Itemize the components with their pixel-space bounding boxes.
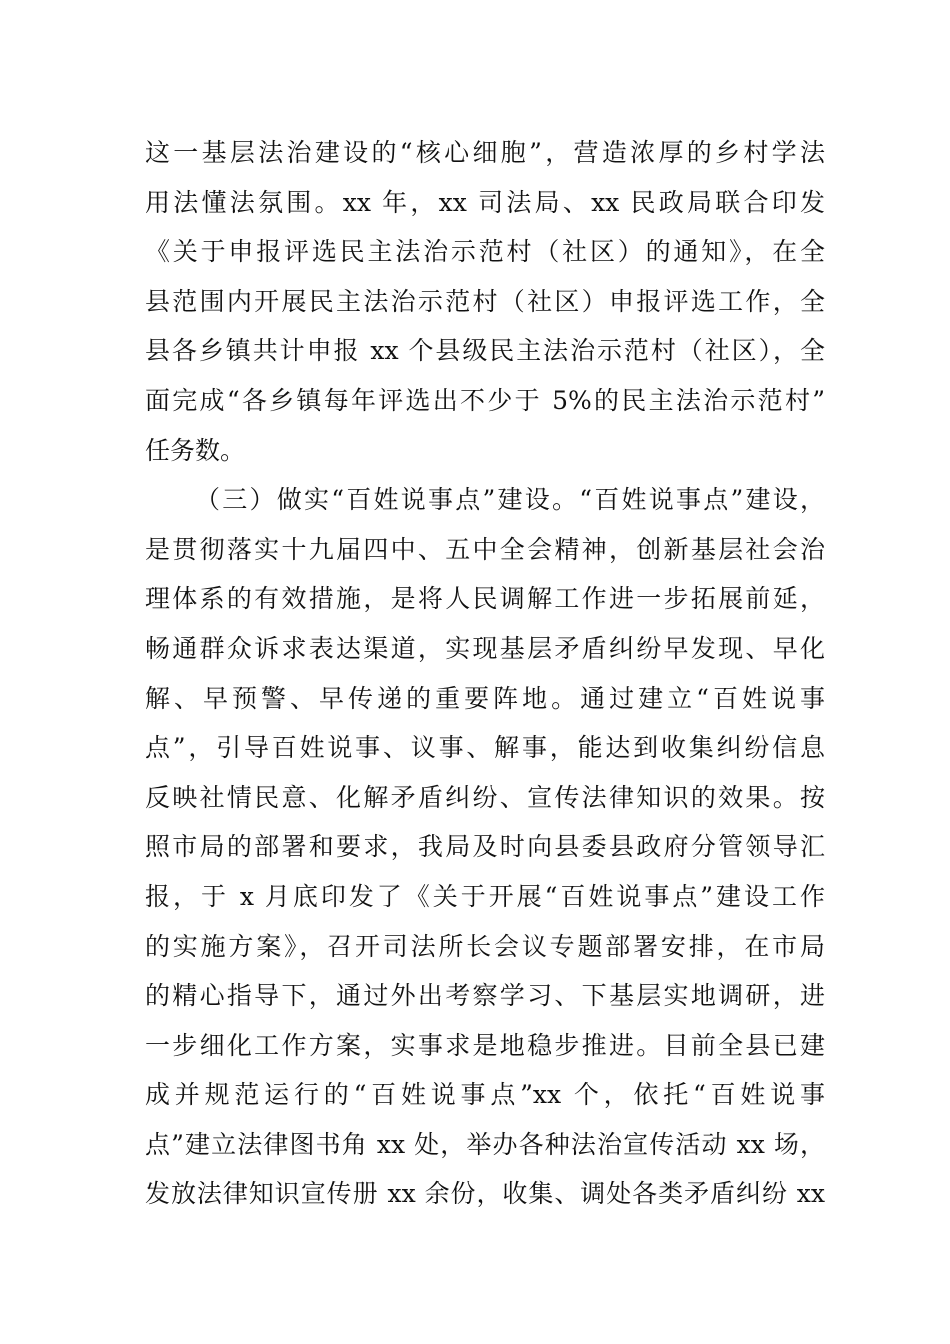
paragraph-heading-line: （三）做实“百姓说事点”建设。“百姓说事点”建设， — [195, 485, 825, 515]
text-line: 《关于申报评选民主法治示范村（社区）的通知》，在全 — [145, 237, 825, 267]
text-line: 是贯彻落实十九届四中、五中全会精神，创新基层社会治 — [145, 534, 825, 564]
text-line: 面完成“各乡镇每年评选出不少于 5%的民主法治示范村” — [145, 385, 825, 415]
document-body — [145, 128, 825, 1219]
text-line: 县范围内开展民主法治示范村（社区）申报评选工作，全 — [145, 286, 825, 316]
text-line: 畅通群众诉求表达渠道，实现基层矛盾纠纷早发现、早化 — [145, 633, 825, 663]
text-line: 成并规范运行的“百姓说事点”xx 个，依托“百姓说事 — [145, 1080, 825, 1110]
text-line: 这一基层法治建设的“核心细胞”，营造浓厚的乡村学法 — [145, 138, 825, 167]
text-line: 的精心指导下，通过外出考察学习、下基层实地调研，进 — [145, 981, 825, 1011]
text-line: 点”建立法律图书角 xx 处，举办各种法治宣传活动 xx 场， — [145, 1129, 825, 1159]
text-line: 一步细化工作方案，实事求是地稳步推进。目前全县已建 — [145, 1030, 825, 1060]
text-line: 反映社情民意、化解矛盾纠纷、宣传法律知识的效果。按 — [145, 782, 825, 812]
text-line: 解、早预警、早传递的重要阵地。通过建立“百姓说事 — [145, 683, 825, 713]
text-line: 任务数。 — [145, 435, 246, 465]
text-line: 点”，引导百姓说事、议事、解事，能达到收集纠纷信息 — [145, 733, 825, 763]
text-line: 县各乡镇共计申报 xx 个县级民主法治示范村（社区），全 — [145, 336, 825, 366]
text-line: 发放法律知识宣传册 xx 余份，收集、调处各类矛盾纠纷 xx — [145, 1179, 825, 1209]
text-line: 理体系的有效措施，是将人民调解工作进一步拓展前延， — [145, 584, 825, 614]
text-line: 的实施方案》，召开司法所长会议专题部署安排，在市局 — [145, 931, 825, 961]
text-line: 用法懂法氛围。xx 年，xx 司法局、xx 民政局联合印发 — [145, 187, 825, 217]
text-line: 报，于 x 月底印发了《关于开展“百姓说事点”建设工作 — [145, 881, 825, 911]
text-line: 照市局的部署和要求，我局及时向县委县政府分管领导汇 — [145, 832, 825, 862]
